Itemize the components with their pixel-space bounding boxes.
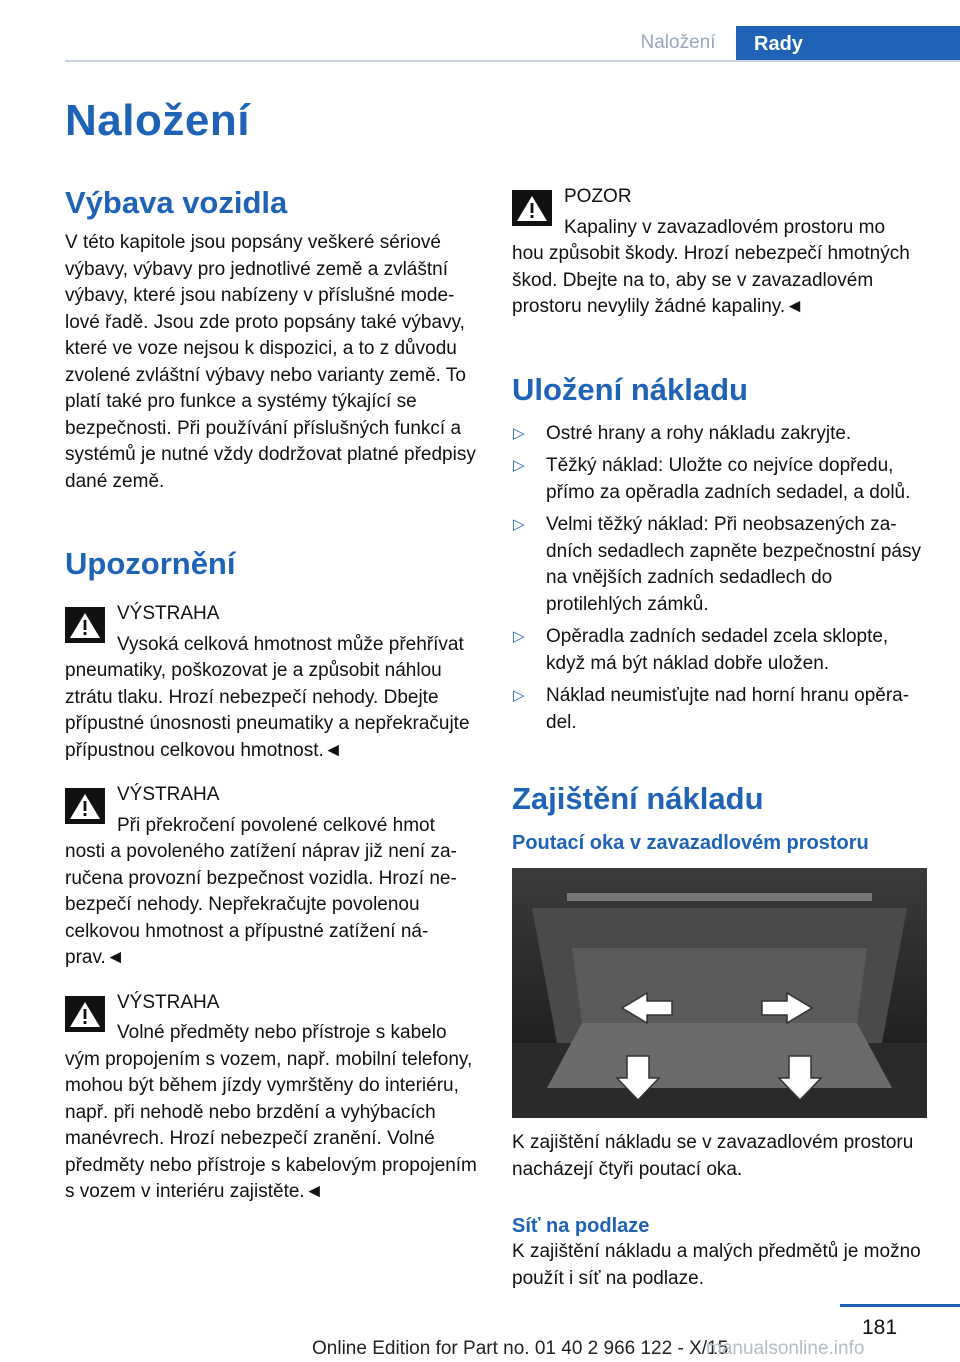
subheading-sit-na-podlaze: Síť na podlaze xyxy=(512,1215,650,1237)
triangle-right-icon: ▷ xyxy=(513,424,525,442)
caution-text-first-line: Kapaliny v zavazadlovém prostoru mo xyxy=(564,216,886,238)
warning-text-first-line: Volné předměty nebo přístroje s kabelo xyxy=(117,1022,447,1043)
subheading-poutaci-oka: Poutací oka v zavazadlovém prostoru xyxy=(512,832,869,854)
page-number: 181 xyxy=(862,1316,898,1339)
section-heading-vybava: Výbava vozidla xyxy=(65,185,288,220)
caution-label: POZOR xyxy=(564,186,632,207)
left-column xyxy=(65,184,480,1206)
triangle-right-icon: ▷ xyxy=(513,628,525,645)
warning-text: nosti a povoleného zatížení náprav již není zaručena provozní bezpečnost vozidla. Hrozí nebezpečí nehody. Nepřekračujte povolenou celkovou hmotnost a přípustné zatížení náprav.◄ xyxy=(65,841,457,968)
text-sit-na-podlaze: K zajištění nákladu a malých předmětů je možno použít i síť na podlaze. xyxy=(512,1241,921,1289)
triangle-right-icon: ▷ xyxy=(513,457,525,474)
text-poutaci-oka: K zajištění nákladu se v zavazadlovém prostoru nacházejí čtyři poutací oka. xyxy=(512,1132,914,1180)
section-text-vybava: V této kapitole jsou popsány veškeré sériové výbavy, výbavy pro jednotlivé země a zvláštní výbavy, které jsou nabízeny v příslušné modelové řadě. Jsou zde proto popsány také výbavy, které ve voze nejsou k dispozici, a to z důvodu zvolené zvláštní výbavy nebo varianty země. To platí také pro funkce a systémy týkající se bezpečnosti. Při používání příslušných funkcí a systémů je nutné vždy dodržovat platné předpisy dané země. xyxy=(65,232,476,492)
list-item: ▷ Ostré hrany a rohy nákladu zakryjte. xyxy=(512,421,927,448)
warning-block-2 xyxy=(65,782,480,972)
warning-label: VÝSTRAHA xyxy=(117,603,220,624)
list-item: ▷ Náklad neumisťujte nad horní hranu opěradel. xyxy=(513,685,910,733)
footer-divider xyxy=(840,1304,960,1307)
section-heading-zajisteni: Zajištění nákladu xyxy=(512,781,764,816)
footer-edition: Online Edition for Part no. 01 40 2 966 122 - X/15 xyxy=(312,1338,729,1359)
list-item: ▷ Opěradla zadních sedadel zcela sklopte, když má být náklad dobře uložen. xyxy=(513,626,889,674)
warning-triangle-icon xyxy=(65,996,105,1032)
warning-triangle-icon xyxy=(65,607,105,643)
list-item: ▷ Těžký náklad: Uložte co nejvíce dopředu, přímo za opěradla zadních sedadel, a dolů. xyxy=(513,455,911,503)
warning-triangle-icon xyxy=(512,190,552,226)
right-column xyxy=(512,184,927,1292)
header-tab-nalozeni[interactable]: Naložení xyxy=(640,32,716,53)
warning-text-first-line: Vysoká celková hmotnost může přehřívat xyxy=(117,633,464,655)
page-title: Naložení xyxy=(65,96,250,145)
header-tab-rady[interactable]: Rady xyxy=(736,26,960,62)
warning-text-first-line: Při překročení povolené celkové hmot xyxy=(117,814,435,836)
warning-block-1 xyxy=(65,601,480,764)
header-divider xyxy=(65,60,960,62)
triangle-right-icon: ▷ xyxy=(513,687,525,704)
caution-text: hou způsobit škody. Hrozí nebezpečí hmotných škod. Dbejte na to, aby se v zavazadlovém prostoru nevylily žádné kapaliny.◄ xyxy=(512,243,910,317)
warning-block-3 xyxy=(65,990,480,1206)
watermark: manualsonline.info xyxy=(706,1338,865,1359)
warning-triangle-icon xyxy=(65,788,105,824)
section-heading-ulozeni: Uložení nákladu xyxy=(512,371,748,407)
warning-text: pneumatiky, poškozovat je a způsobit náhlou ztrátu tlaku. Hrozí nebezpečí nehody. Dbejte přípustné únosnosti pneumatiky a nepřekračujte přípustnou celkovou hmotnost.◄ xyxy=(65,660,470,761)
trunk-photo xyxy=(512,868,927,1118)
warning-label: VÝSTRAHA xyxy=(117,991,220,1013)
caution-block xyxy=(512,184,927,321)
section-heading-upozorneni: Upozornění xyxy=(65,546,236,581)
loading-tips-list xyxy=(512,421,927,737)
triangle-right-icon: ▷ xyxy=(513,516,525,533)
list-item: ▷ Velmi těžký náklad: Při neobsazených zadních sedadlech zapněte bezpečnostní pásy na vnějších zadních sedadlech do protilehlých zámků. xyxy=(513,514,921,615)
warning-text: vým propojením s vozem, např. mobilní telefony, mohou být během jízdy vymrštěny do interiéru, např. při nehodě nebo brzdění a vyhýbacích manévrech. Hrozí nebezpečí zranění. Volné předměty nebo přístroje s kabelovým propojením s vozem v interiéru zajistěte.◄ xyxy=(65,1048,477,1202)
warning-label: VÝSTRAHA xyxy=(117,784,220,805)
